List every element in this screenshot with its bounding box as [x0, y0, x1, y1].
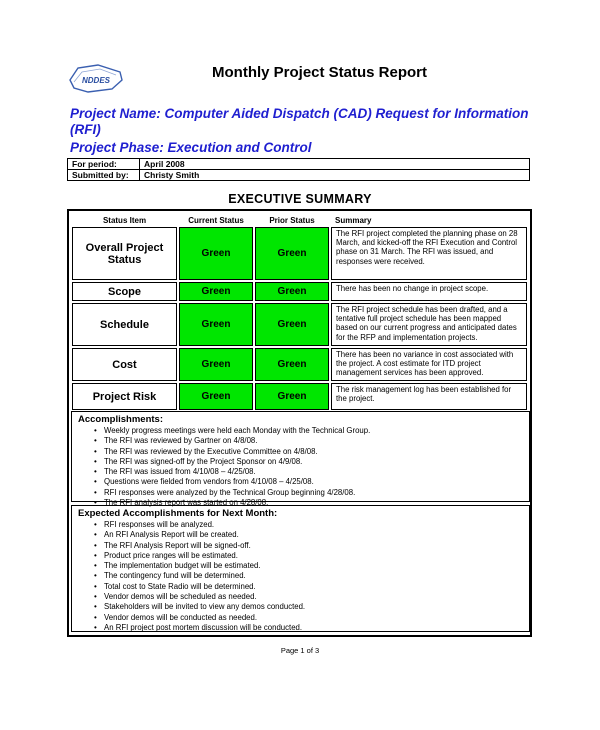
list-item: • The RFI was reviewed by the Executive Committee on 4/8/08. [104, 447, 523, 457]
report-title: Monthly Project Status Report [212, 64, 428, 81]
period-row [68, 159, 530, 170]
status-summary: The RFI project schedule has been drafted, and a tentative full project schedule has been mapped based on our current progress and anticipated dates for the RFP and implementation projects. [331, 303, 527, 346]
list-item: • Questions were fielded from vendors from 4/10/08 – 4/25/08. [104, 477, 523, 487]
expected-accomplishments-list [78, 520, 523, 633]
submitted-row [68, 170, 530, 181]
list-item: • An RFI project post mortem discussion will be conducted. [104, 623, 523, 633]
prior-status-badge: Green [255, 227, 329, 280]
table-row [72, 303, 527, 346]
expected-accomplishments-section [71, 505, 530, 632]
status-item: Scope [72, 282, 177, 301]
accomplishments-title: Accomplishments: [78, 414, 163, 425]
list-item: • The RFI was signed-off by the Project Sponsor on 4/9/08. [104, 457, 523, 467]
current-status-badge: Green [179, 303, 253, 346]
table-row [72, 227, 527, 280]
accomplishments-list [78, 426, 523, 508]
status-summary: There has been no change in project scope. [331, 282, 527, 301]
status-item: Overall Project Status [72, 227, 177, 280]
current-status-badge: Green [179, 282, 253, 301]
accomplishments-section [71, 411, 530, 508]
submitted-value: Christy Smith [140, 170, 530, 181]
prior-status-badge: Green [255, 303, 329, 346]
list-item: • The RFI was reviewed by Gartner on 4/8/08. [104, 436, 523, 446]
status-table-header [72, 215, 527, 225]
report-meta-table [67, 158, 530, 181]
period-value: April 2008 [140, 159, 530, 170]
list-item: • RFI responses will be analyzed. [104, 520, 523, 530]
prior-status-badge: Green [255, 383, 329, 410]
prior-status-badge: Green [255, 282, 329, 301]
list-item: • The RFI analysis report was started on 4/28/08. [104, 498, 523, 508]
arrowhead-logo-icon [68, 62, 124, 94]
executive-summary-title: EXECUTIVE SUMMARY [228, 192, 372, 206]
list-item: • RFI responses were analyzed by the Technical Group beginning 4/28/08. [104, 488, 523, 498]
column-header: Status Item [102, 215, 147, 225]
list-item: • Vendor demos will be scheduled as needed. [104, 592, 523, 602]
list-item: • Vendor demos will be conducted as needed. [104, 613, 523, 623]
project-phase: Project Phase: Execution and Control [70, 140, 312, 155]
list-item: • The contingency fund will be determined. [104, 571, 523, 581]
current-status-badge: Green [179, 227, 253, 280]
current-status-badge: Green [179, 383, 253, 410]
table-row [72, 348, 527, 381]
current-status-badge: Green [179, 348, 253, 381]
table-row [72, 282, 527, 301]
column-header: Summary [335, 215, 372, 225]
list-item: • Stakeholders will be invited to view any demos conducted. [104, 602, 523, 612]
logo-text: NDDES [82, 76, 111, 85]
status-summary: There has been no variance in cost associated with the project. A cost estimate for ITD project management services has been approved. [331, 348, 527, 381]
period-label: For period: [68, 159, 140, 170]
column-header: Prior Status [269, 215, 315, 225]
nddes-logo [68, 62, 124, 94]
status-table [70, 213, 529, 412]
status-item: Schedule [72, 303, 177, 346]
status-item: Cost [72, 348, 177, 381]
list-item: • Product price ranges will be estimated. [104, 551, 523, 561]
project-name: Project Name: Computer Aided Dispatch (CAD) Request for Information (RFI) [70, 106, 529, 137]
list-item: • An RFI Analysis Report will be created. [104, 530, 523, 540]
page-number: Page 1 of 3 [280, 646, 320, 655]
prior-status-badge: Green [255, 348, 329, 381]
submitted-label: Submitted by: [68, 170, 140, 181]
table-row [72, 383, 527, 410]
status-item: Project Risk [72, 383, 177, 410]
list-item: • The implementation budget will be estimated. [104, 561, 523, 571]
status-summary: The RFI project completed the planning phase on 28 March, and kicked-off the RFI Execution and Control phase on 31 March. The RFI was issued, and responses were received. [331, 227, 527, 280]
expected-accomplishments-title: Expected Accomplishments for Next Month: [78, 508, 278, 519]
list-item: • Total cost to State Radio will be determined. [104, 582, 523, 592]
executive-summary-box [67, 209, 532, 637]
list-item: • Weekly progress meetings were held each Monday with the Technical Group. [104, 426, 523, 436]
status-summary: The risk management log has been established for the project. [331, 383, 527, 410]
column-header: Current Status [188, 215, 244, 225]
list-item: • The RFI was issued from 4/10/08 – 4/25/08. [104, 467, 523, 477]
list-item: • The RFI Analysis Report will be signed-off. [104, 541, 523, 551]
